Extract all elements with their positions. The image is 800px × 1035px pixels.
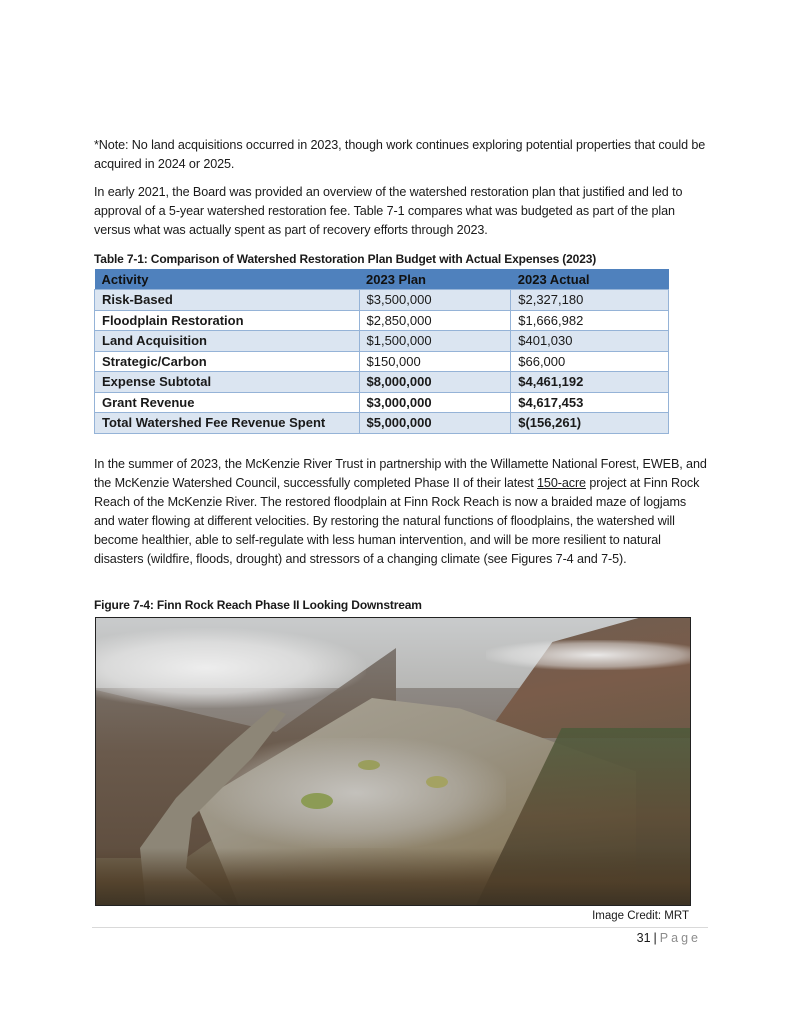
table-row [95, 290, 669, 311]
photo-fog-right [486, 640, 691, 670]
body-text-before: In the summer of 2023, the McKenzie River Trust in partnership with the Willamette National Forest, EWEB, and the McKenzie Watershed Council, successfully completed Phase II of their latest [94, 457, 707, 490]
table-row-grant [95, 392, 669, 413]
actual-cell: $66,000 [511, 351, 669, 372]
activity-cell: Grant Revenue [95, 392, 360, 413]
activity-cell: Expense Subtotal [95, 372, 360, 393]
plan-cell: $5,000,000 [359, 413, 511, 434]
page-word: Page [659, 931, 701, 945]
plan-cell: $8,000,000 [359, 372, 511, 393]
plan-cell: $3,500,000 [359, 290, 511, 311]
page-number: 31 [636, 931, 651, 945]
actual-cell: $4,461,192 [511, 372, 669, 393]
header-plan: 2023 Plan [359, 269, 511, 290]
intro-paragraph: In early 2021, the Board was provided an overview of the watershed restoration plan that justified and led to approval of a 5-year watershed restoration fee. Table 7-1 compares what was budgeted as part of the plan versus what was actually spent as part of recovery efforts through 2023. [94, 185, 683, 237]
actual-cell: $(156,261) [511, 413, 669, 434]
plan-cell: $3,000,000 [359, 392, 511, 413]
actual-cell: $2,327,180 [511, 290, 669, 311]
page-separator: | [653, 931, 657, 945]
photo-foreground [96, 848, 690, 905]
activity-cell: Total Watershed Fee Revenue Spent [95, 413, 360, 434]
floodplain-photo [95, 617, 691, 906]
plan-cell: $2,850,000 [359, 310, 511, 331]
plan-cell: $150,000 [359, 351, 511, 372]
plan-cell: $1,500,000 [359, 331, 511, 352]
page-footer [637, 931, 701, 945]
footer-divider [92, 927, 708, 928]
activity-cell: Risk-Based [95, 290, 360, 311]
activity-cell: Land Acquisition [95, 331, 360, 352]
table-row-subtotal [95, 372, 669, 393]
header-activity: Activity [95, 269, 360, 290]
photo-island [301, 793, 333, 809]
body-text-after: project at Finn Rock Reach of the McKenzie River. The restored floodplain at Finn Rock Reach is now a braided maze of logjams and water flowing at different velocities. By restoring the natural functions of floodplains, the watershed will become healthier, able to self-regulate with less human intervention, and will be more resilient to natural disasters (wildfire, floods, drought) and stressors of a changing climate (see Figures 7-4 and 7-5). [94, 476, 700, 566]
actual-cell: $401,030 [511, 331, 669, 352]
actual-cell: $4,617,453 [511, 392, 669, 413]
actual-cell: $1,666,982 [511, 310, 669, 331]
table-row-total [95, 413, 669, 434]
note-paragraph: *Note: No land acquisitions occurred in 2023, though work continues exploring potential properties that could be acquired in 2024 or 2025. [94, 138, 706, 171]
activity-cell: Floodplain Restoration [95, 310, 360, 331]
body-paragraph [94, 455, 710, 569]
acre-link[interactable]: 150-acre [537, 476, 586, 490]
photo-fog-left [95, 628, 366, 708]
activity-cell: Strategic/Carbon [95, 351, 360, 372]
image-credit: Image Credit: MRT [592, 910, 689, 922]
table-header-row [95, 269, 669, 290]
photo-island [358, 760, 380, 770]
table-row [95, 310, 669, 331]
header-actual: 2023 Actual [511, 269, 669, 290]
budget-table [94, 269, 669, 434]
figure-caption: Figure 7-4: Finn Rock Reach Phase II Looking Downstream [94, 598, 422, 612]
table-row [95, 351, 669, 372]
table-row [95, 331, 669, 352]
photo-island [426, 776, 448, 788]
table-caption: Table 7-1: Comparison of Watershed Restoration Plan Budget with Actual Expenses (2023) [94, 252, 597, 266]
